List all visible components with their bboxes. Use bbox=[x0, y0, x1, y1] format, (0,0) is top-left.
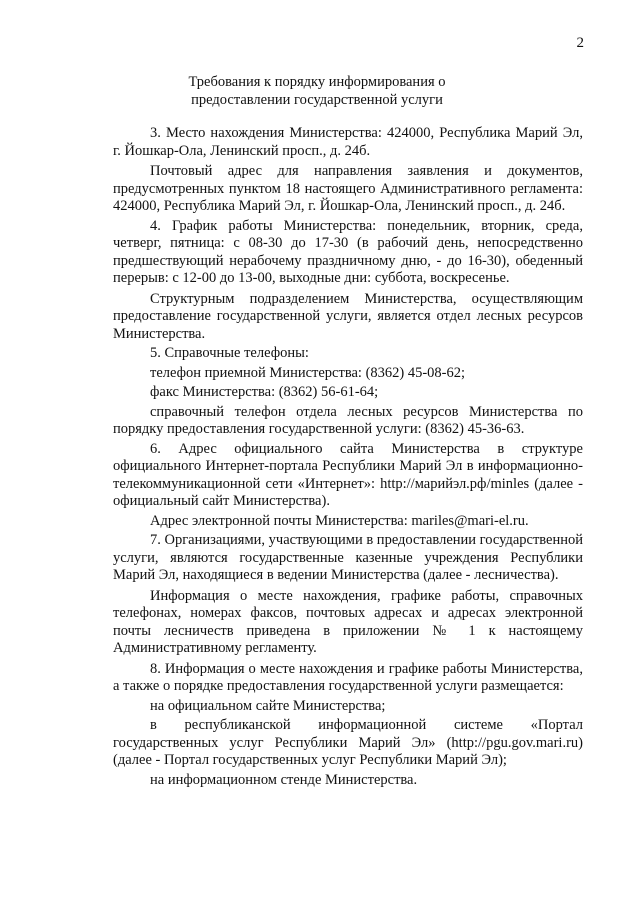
paragraph-info-stand: на информационном стенде Министерства. bbox=[150, 771, 418, 788]
paragraph-postal-address: Почтовый адрес для направления заявления и документов, предусмотренных пунктом 18 настоящего Административного регламента: 424000, Республика Марий Эл, г. Йошкар-Ола, Ленинский просп., д. 24б. bbox=[113, 163, 583, 214]
paragraph-fax: факс Министерства: (8362) 56-61-64; bbox=[150, 384, 379, 400]
paragraph-email: Адрес электронной почты Министерства: mariles@mari-el.ru. bbox=[150, 512, 529, 529]
paragraph-organizations: 7. Организациями, участвующими в предоставлении государственной услуги, являются государственные казенные учреждения Республики Марий Эл, находящиеся в ведении Министерства (далее - лесничества). bbox=[113, 532, 584, 583]
paragraph-work-schedule: 4. График работы Министерства: понедельник, вторник, среда, четверг, пятница: с 08-30 до 17-30 (в рабочий день, непосредственно предшествующий нерабочему праздничному дню, - до 16-30), обеденный перерыв: с 12-00 до 13-00, выходные дни: суббота, воскресенье. bbox=[113, 217, 583, 286]
page-number: 2 bbox=[576, 35, 584, 51]
document-body bbox=[113, 125, 583, 789]
paragraph-website: 6. Адрес официального сайта Министерства в структуре официального Интернет-портала Республики Марий Эл в информационно-телекоммуникационной сети «Интернет»: http://марийэл.рф/minles (далее - официальный сайт Министерства). bbox=[113, 440, 583, 509]
paragraph-forestries-info: Информация о месте нахождения, графике работы, справочных телефонах, номерах факсов, почтовых адресах и адресах электронной почты лесничеств приведена в приложении № 1 к настоящему Административному регламенту. bbox=[113, 587, 583, 656]
paragraph-info-placement: 8. Информация о месте нахождения и графике работы Министерства, а также о порядке предоставления государственной услуги размещается: bbox=[113, 660, 583, 694]
paragraph-location: 3. Место нахождения Министерства: 424000, Республика Марий Эл, г. Йошкар-Ола, Ленинский просп., д. 24б. bbox=[113, 125, 583, 159]
paragraph-reference-phone: справочный телефон отдела лесных ресурсов Министерства по порядку предоставления государственной услуги: (8362) 45-36-63. bbox=[113, 403, 583, 437]
paragraph-phones-heading: 5. Справочные телефоны: bbox=[150, 345, 309, 361]
section-title-line-2: предоставлении государственной услуги bbox=[191, 91, 443, 108]
section-title bbox=[112, 74, 522, 109]
paragraph-official-site: на официальном сайте Министерства; bbox=[150, 697, 386, 714]
paragraph-portal: в республиканской информационной системе «Портал государственных услуг Республики Марий Эл» (http://pgu.gov.mari.ru) (далее - Портал государственных услуг Республики Марий Эл); bbox=[113, 717, 583, 768]
section-title-line-1: Требования к порядку информирования о bbox=[188, 74, 446, 90]
paragraph-structural-unit: Структурным подразделением Министерства, осуществляющим предоставление государственной услуги, является отдел лесных ресурсов Министерства. bbox=[113, 290, 583, 342]
paragraph-reception-phone: телефон приемной Министерства: (8362) 45-08-62; bbox=[150, 364, 466, 381]
